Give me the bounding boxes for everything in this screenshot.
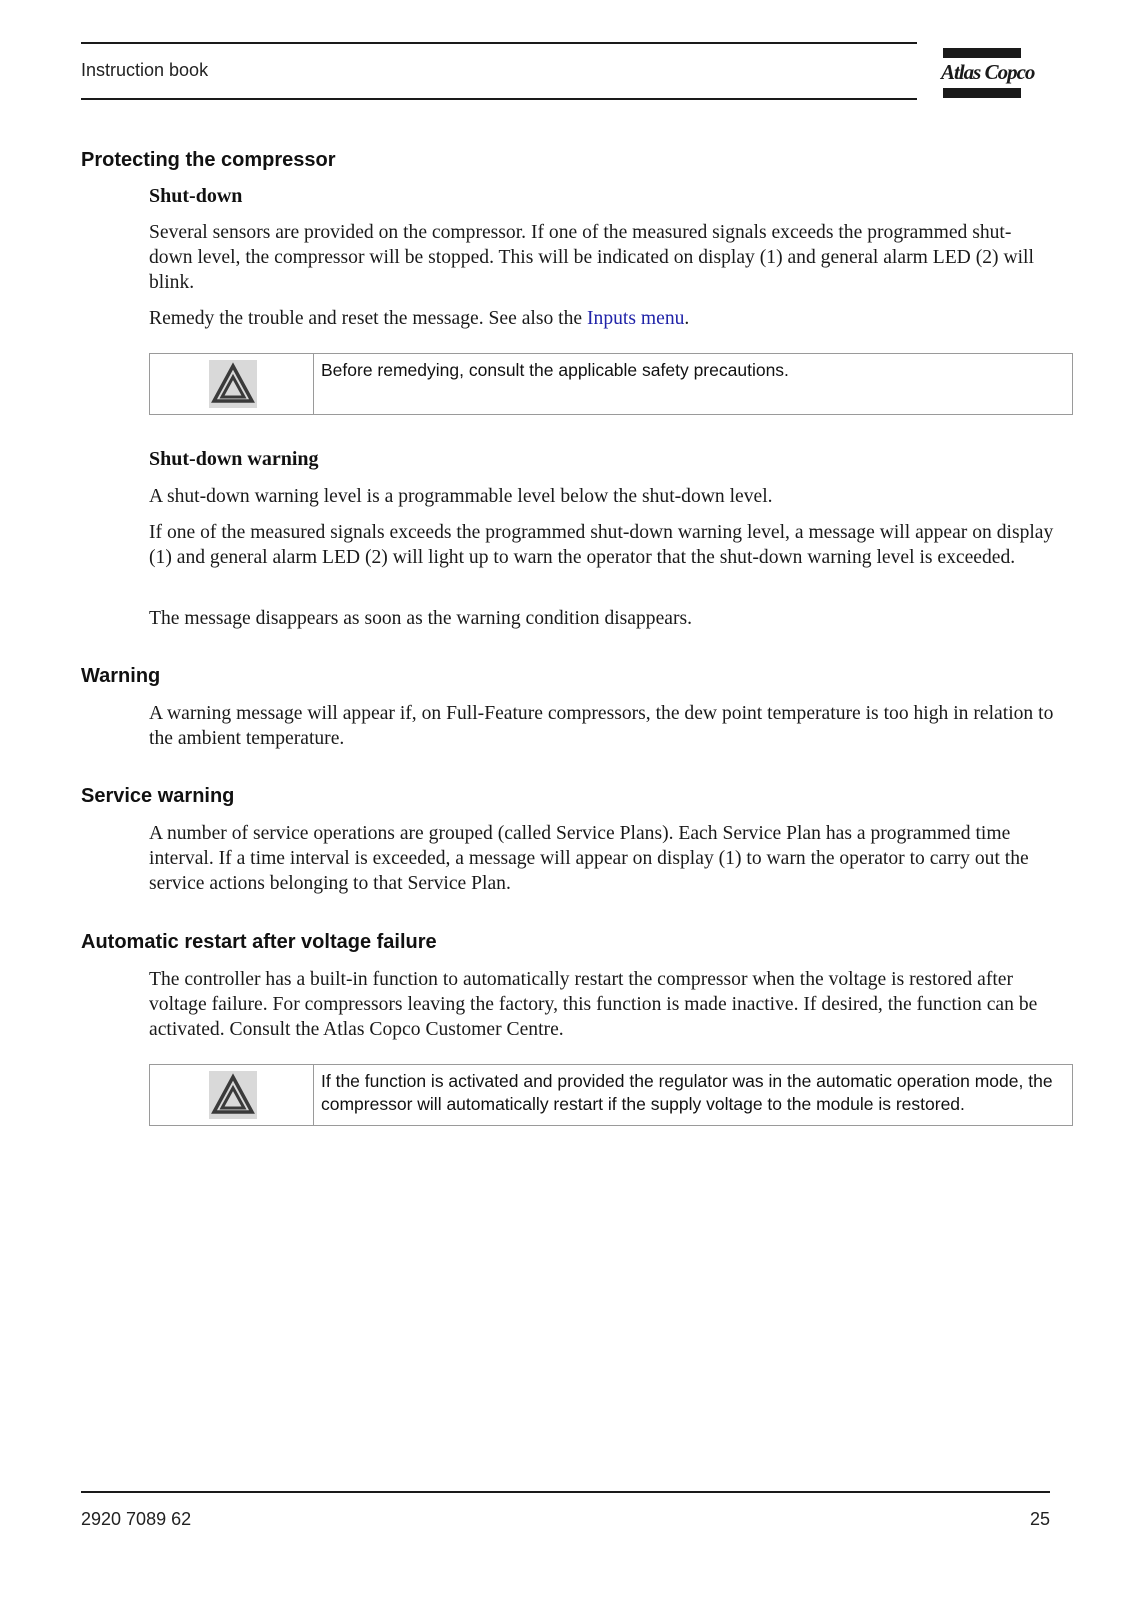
safety-note-automatic-restart xyxy=(149,1064,1073,1126)
warning-triangle-icon xyxy=(209,360,257,408)
header-bottom-rule xyxy=(81,98,917,100)
paragraph-automatic-restart-1: The controller has a built-in function to automatically restart the compressor when the voltage is restored after voltage failure. For compressors leaving the factory, this function is made inactive. If desired, the function can be activated. Consult the Atlas Copco Customer Centre. xyxy=(149,969,1038,1040)
logo-wordmark: Atlas Copco xyxy=(941,60,1035,84)
paragraph-service-warning-1: A number of service operations are grouped (called Service Plans). Each Service Plan has a programmed time interval. If a time interval is exceeded, a message will appear on display (1) to warn the operator to carry out the service actions belonging to that Service Plan. xyxy=(149,823,1029,894)
paragraph-shut-down-warning-2: If one of the measured signals exceeds the programmed shut-down warning level, a message will appear on display (1) and general alarm LED (2) will light up to warn the operator that the shut-down warning level is exceeded. xyxy=(149,522,1054,568)
note-text: Before remedying, consult the applicable safety precautions. xyxy=(321,360,789,380)
paragraph-shut-down-warning-1: A shut-down warning level is a programmable level below the shut-down level. xyxy=(149,486,773,507)
note-text: If the function is activated and provided the regulator was in the automatic operation mode, the compressor will automatically restart if the supply voltage to the module is restored. xyxy=(321,1071,1053,1114)
paragraph-warning-1: A warning message will appear if, on Full-Feature compressors, the dew point temperature is too high in relation to the ambient temperature. xyxy=(149,703,1054,749)
page-number: 25 xyxy=(1029,1509,1050,1529)
note-icon-cell xyxy=(150,1065,314,1125)
heading-warning: Warning xyxy=(81,665,161,687)
note-icon-cell xyxy=(150,354,314,414)
safety-note-shut-down xyxy=(149,353,1073,415)
heading-service-warning: Service warning xyxy=(81,785,235,807)
heading-protecting-the-compressor: Protecting the compressor xyxy=(81,149,336,171)
logo-bar-bottom xyxy=(943,88,1021,98)
heading-automatic-restart: Automatic restart after voltage failure xyxy=(81,931,437,953)
warning-triangle-icon xyxy=(209,1071,257,1119)
atlas-copco-logo xyxy=(941,48,1035,100)
paragraph-shut-down-2-prefix: Remedy the trouble and reset the message. See also the xyxy=(149,308,587,329)
heading-shut-down-warning: Shut-down warning xyxy=(149,448,319,470)
paragraph-shut-down-2 xyxy=(149,306,1054,331)
logo-bar-top xyxy=(943,48,1021,58)
heading-shut-down: Shut-down xyxy=(149,185,243,207)
footer-rule xyxy=(81,1491,1050,1493)
inputs-menu-link[interactable]: Inputs menu xyxy=(587,308,685,329)
paragraph-shut-down-2-suffix: . xyxy=(684,308,690,329)
header-title: Instruction book xyxy=(81,60,209,80)
paragraph-shut-down-1: Several sensors are provided on the compressor. If one of the measured signals exceeds the programmed shut-down level, the compressor will be stopped. This will be indicated on display (1) and general alarm LED (2) will blink. xyxy=(149,222,1034,293)
header-top-rule xyxy=(81,42,917,44)
paragraph-shut-down-warning-3: The message disappears as soon as the warning condition disappears. xyxy=(149,608,693,629)
document-number: 2920 7089 62 xyxy=(81,1509,192,1529)
